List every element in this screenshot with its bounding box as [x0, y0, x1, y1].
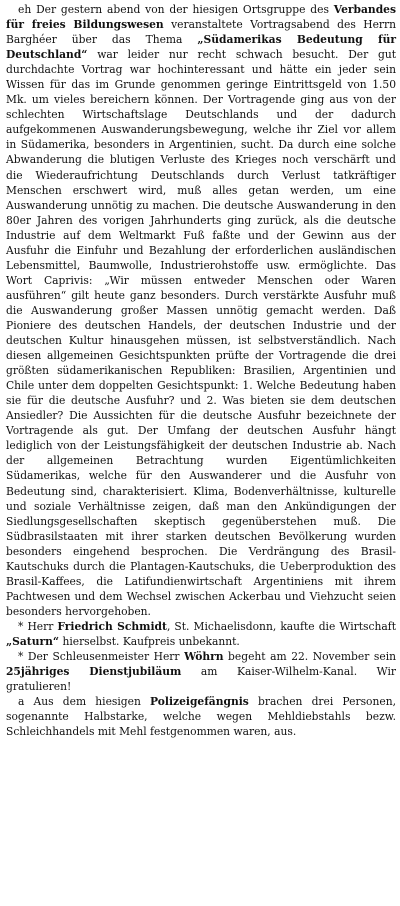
honoree-name: Wöhrn [184, 650, 224, 664]
saturn-text-part-2: , St. Michaelisdonn, kaufte die Wirtschaft [166, 619, 396, 633]
lecture-body-text: war leider nur recht schwach besucht. Der gut durchdachte Vortrag war hochinteressant und hätte ein jeder sein Wissen für das im Grunde genommen geringe Eintrittsgeld von 1.50 Mk. um vieles bereichern können. Der Vortragende ging aus von der schlechten Wirtschaftslage Deutschlands und der dadurch aufgekommenen Auswanderungsbewegung, welche ihr Ziel vor allem in Südamerika, besonders in Argentinien, sucht. Da durch eine solche Abwanderung die blutigen Verluste des Krieges noch verschärft und die Wiederaufrichtung Deutschlands durch Verlust tatkräftiger Menschen erschwert wird, muß alles getan werden, um eine Auswanderung unnötig zu machen. Die deutsche Auswanderung in den 80er Jahren des vorigen Jahrhunderts ging zurück, als die deutsche Industrie auf dem Weltmarkt Fuß faßte und der Gewinn aus der Ausfuhr die Einfuhr und Bezahlung der erforderlichen ausländischen Lebensmittel, Baumwolle, Industrierohstoffe usw. ermöglichte. Das Wort Caprivis: „Wir müssen entweder Menschen oder Waren ausführen“ gilt heute ganz besonders. Durch verstärkte Ausfuhr muß die Auswanderung großer Massen unnötig gemacht werden. Daß Pioniere des deutschen Handels, der deutschen Industrie und der deutschen Kultur hinausgehen müssen, ist selbstverständlich. Nach diesen allgemeinen Gesichtspunkten prüfte der Vortragende die drei größten südamerikanischen Republiken: Brasilien, Argentinien und Chile unter dem doppelten Gesichtspunkt: 1. Welche Bedeutung haben sie für die deutsche Ausfuhr? und 2. Was bieten sie dem deutschen Ansiedler? Die Aussichten für die deutsche Ausfuhr bezeichnete der Vortragende als gut. Der Umfang der deutschen Ausfuhr hängt lediglich von der Leistungsfähigkeit der deutschen Industrie ab. Nach der allgemeinen Betrachtung wurden Eigentümlichkeiten Südamerikas, welche für den Auswanderer und die Ausfuhr von Bedeutung sind, charakterisiert. Klima, Bodenverhältnisse, kulturelle und soziale Verhältnisse zeigen, daß man den Ankündigungen der Siedlungsgesellschaften skeptisch gegenüberstehen muß. Die Südbrasilstaaten mit ihrer starken deutschen Bevölkerung wurden besonders eingehend besprochen. Die Verdrängung des Brasil-Kautschuks durch die Plantagen-Kautschuks, die Ueberproduktion des Brasil-Kaffees, die Latifundienwirtschaft Argentiniens mit ihrem Pachtwesen und dem Wechsel zwischen Ackerbau und Viehzucht seien besonders hervorgehoben. [6, 48, 396, 618]
buyer-name: Friedrich Schmidt [57, 619, 167, 633]
jubilee-text-part-1: * Der Schleusenmeister Herr [18, 650, 185, 664]
lecture-intro-text: eh Der gestern abend von der hiesigen Ortsgruppe des [18, 3, 334, 16]
jubilee-text-part-2: begeht am 22. November sein [223, 650, 396, 664]
jubilee-title: 25jähriges Dienstjubiläum [6, 665, 182, 679]
police-text-part-1: a Aus dem hiesigen [18, 695, 151, 709]
lecture-title: „Südamerikas Bedeutung für Deutschland“ [6, 33, 396, 62]
saturn-text-part-1: * Herr [18, 619, 58, 633]
article-paragraph-lecture [6, 2, 396, 619]
article-paragraph-jubilee [6, 649, 396, 694]
article-paragraph-police [6, 694, 396, 739]
jubilee-text-part-3: am Kaiser-Wilhelm-Kanal. Wir gratulieren! [6, 665, 396, 694]
business-name: „Saturn“ [6, 634, 60, 648]
article-paragraph-saturn [6, 619, 396, 649]
police-jail-name: Polizeigefängnis [150, 695, 249, 709]
saturn-text-part-3: hierselbst. Kaufpreis unbekannt. [59, 634, 240, 648]
lecture-text-part-1: veranstaltete Vortragsabend des Herrn Barghéer über das Thema [6, 18, 396, 47]
police-text-part-2: brachen drei Personen, sogenannte Halbstarke, welche wegen Mehldiebstahls bezw. Schleichhandels mit Mehl festgenommen waren, aus. [6, 695, 396, 739]
association-name: Verbandes für freies Bildungswesen [6, 3, 396, 32]
